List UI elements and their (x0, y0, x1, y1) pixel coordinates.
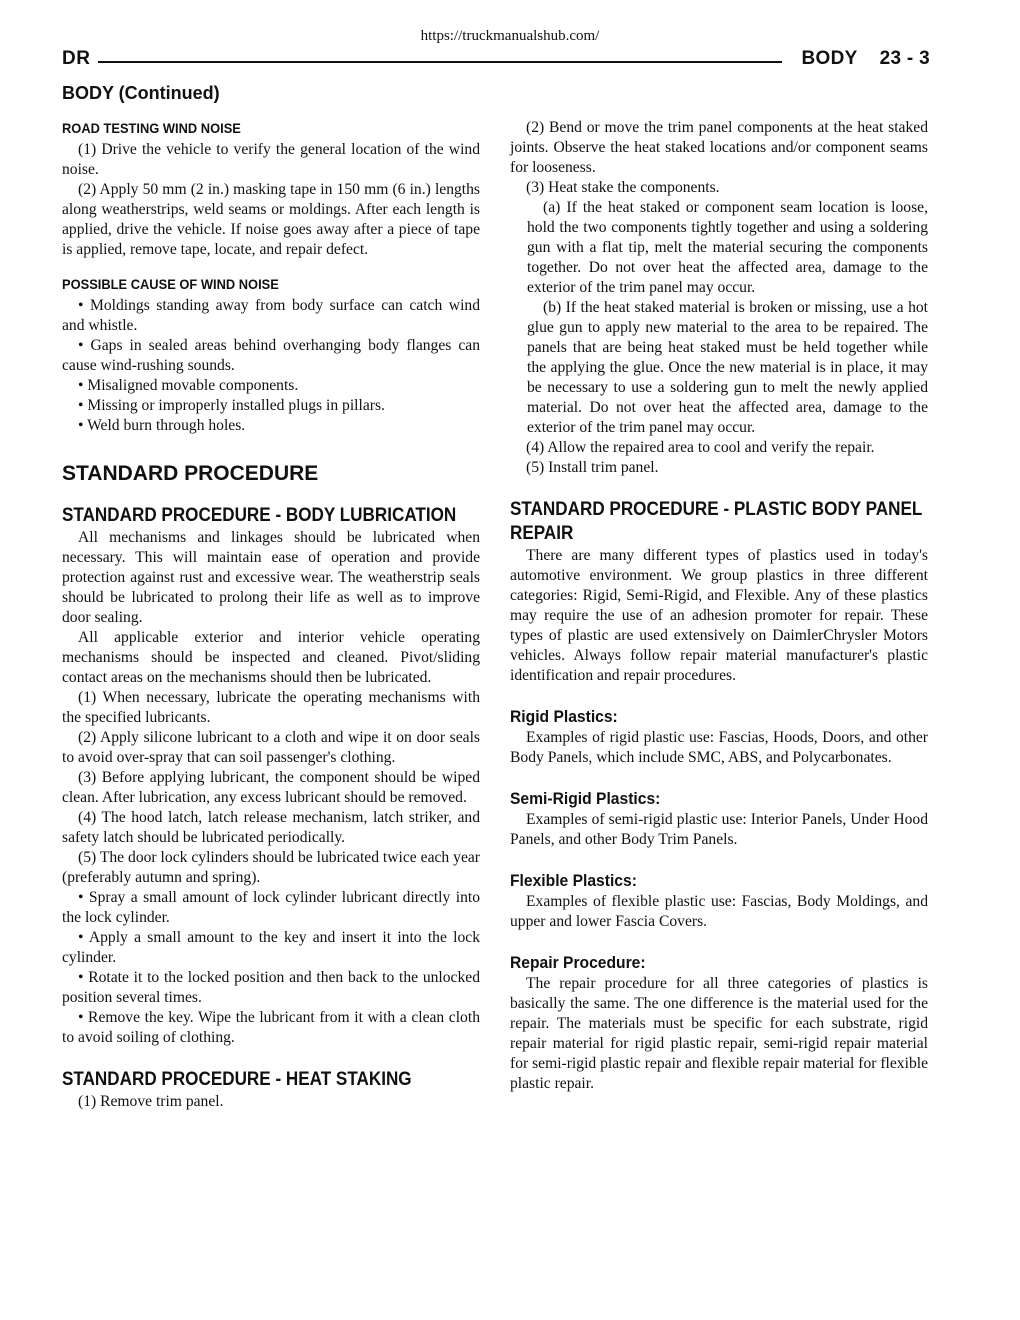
paragraph: (2) Apply 50 mm (2 in.) masking tape in 150 mm (6 in.) lengths along weatherstrips, weld seams or moldings. After each length is applied, drive the vehicle. If noise goes away after a piece of tape is applied, remove tape, locate, and repair defect. (62, 181, 480, 258)
paragraph: (2) Bend or move the trim panel components at the heat staked joints. Observe the heat staked locations and/or component seams for looseness. (510, 119, 928, 176)
paragraph: (5) Install trim panel. (526, 459, 659, 476)
paragraph: (2) Apply silicone lubricant to a cloth and wipe it on door seals to avoid over-spray that can soil passenger's clothing. (62, 729, 480, 766)
plastic-repair-heading: STANDARD PROCEDURE - PLASTIC BODY PANEL REPAIR (510, 499, 923, 544)
right-column (510, 118, 928, 1094)
header-section-page (780, 48, 931, 70)
heat-staking-heading: STANDARD PROCEDURE - HEAT STAKING (62, 1069, 412, 1090)
bullet-item: • Apply a small amount to the key and insert it into the lock cylinder. (62, 929, 480, 966)
left-column (62, 118, 480, 1112)
paragraph: Examples of rigid plastic use: Fascias, Hoods, Doors, and other Body Panels, which include SMC, ABS, and Polycarbonates. (510, 729, 928, 766)
header-page-number: 23 - 3 (879, 48, 930, 69)
repair-procedure-heading: Repair Procedure: (510, 953, 646, 972)
bullet-item: • Spray a small amount of lock cylinder lubricant directly into the lock cylinder. (62, 889, 480, 926)
paragraph: (3) Heat stake the components. (526, 179, 720, 196)
paragraph: Examples of semi-rigid plastic use: Interior Panels, Under Hood Panels, and other Body Trim Panels. (510, 811, 928, 848)
bullet-item: • Weld burn through holes. (78, 417, 246, 434)
road-testing-heading: ROAD TESTING WIND NOISE (62, 120, 241, 136)
paragraph: The repair procedure for all three categories of plastics is basically the same. The one difference is the material used for the repair. The materials must be specific for each substrate, rigid repair material for rigid plastic repair, semi-rigid repair material for semi-rigid plastic repair and flexible repair material for flexible plastic repair. (510, 975, 928, 1092)
header-rule (98, 61, 782, 63)
continued-title: BODY (Continued) (62, 83, 220, 103)
rigid-plastics-heading: Rigid Plastics: (510, 707, 618, 726)
paragraph: There are many different types of plastics used in today's automotive environment. We group plastics in three different categories: Rigid, Semi-Rigid, and Flexible. Any of these plastics may require the use of an adhesion promoter for repair. These types of plastic are used extensively on DaimlerChrysler Motors vehicles. Always follow repair material manufacturer's plastic identification and repair procedures. (510, 547, 928, 684)
bullet-item: • Misaligned movable components. (78, 377, 299, 394)
body-lubrication-heading: STANDARD PROCEDURE - BODY LUBRICATION (62, 505, 457, 526)
bullet-item: • Moldings standing away from body surface can catch wind and whistle. (62, 297, 480, 334)
possible-cause-heading: POSSIBLE CAUSE OF WIND NOISE (62, 276, 279, 292)
paragraph: (1) When necessary, lubricate the operating mechanisms with the specified lubricants. (62, 689, 480, 726)
sub-step: (a) If the heat staked or component seam location is loose, hold the two components tightly together and using a soldering gun with a flat tip, melt the material securing the components together. Do not over heat the affected area, damage to the exterior of the trim panel may occur. (527, 199, 928, 296)
bullet-item: • Remove the key. Wipe the lubricant from it with a clean cloth to avoid soiling of clothing. (62, 1009, 480, 1046)
bullet-item: • Rotate it to the locked position and then back to the unlocked position several times. (62, 969, 480, 1006)
bullet-item: • Gaps in sealed areas behind overhanging body flanges can cause wind-rushing sounds. (62, 337, 480, 374)
bullet-item: • Missing or improperly installed plugs in pillars. (78, 397, 385, 414)
header-section: BODY (801, 48, 858, 69)
standard-procedure-heading: STANDARD PROCEDURE (62, 462, 319, 485)
paragraph: (3) Before applying lubricant, the component should be wiped clean. After lubrication, any excess lubricant should be removed. (62, 769, 480, 806)
paragraph: Examples of flexible plastic use: Fascias, Body Moldings, and upper and lower Fascia Covers. (510, 893, 928, 930)
paragraph: (5) The door lock cylinders should be lubricated twice each year (preferably autumn and spring). (62, 849, 480, 886)
paragraph: (1) Remove trim panel. (78, 1093, 224, 1110)
header-model-code: DR (62, 48, 91, 69)
paragraph: (1) Drive the vehicle to verify the general location of the wind noise. (62, 141, 480, 178)
semi-rigid-plastics-heading: Semi-Rigid Plastics: (510, 789, 661, 808)
paragraph: (4) Allow the repaired area to cool and verify the repair. (526, 439, 875, 456)
sub-step: (b) If the heat staked material is broken or missing, use a hot glue gun to apply new material to the area to be repaired. The panels that are being heat staked must be held together while the applying the glue. Once the new material is in place, it may be necessary to use a soldering gun to melt the newly applied material. Do not over heat the affected area, damage to the exterior of the trim panel may occur. (527, 299, 928, 436)
paragraph: (4) The hood latch, latch release mechanism, latch striker, and safety latch should be lubricated periodically. (62, 809, 480, 846)
paragraph: All applicable exterior and interior vehicle operating mechanisms should be inspected and cleaned. Pivot/sliding contact areas on the mechanisms should then be lubricated. (62, 629, 480, 686)
page-header (62, 48, 930, 72)
paragraph: All mechanisms and linkages should be lubricated when necessary. This will maintain ease of operation and provide protection against rust and excessive wear. The weatherstrip seals should be lubricated to prolong their life as well as to improve door sealing. (62, 529, 480, 626)
flexible-plastics-heading: Flexible Plastics: (510, 871, 637, 890)
source-url[interactable]: https://truckmanualshub.com/ (420, 28, 600, 44)
